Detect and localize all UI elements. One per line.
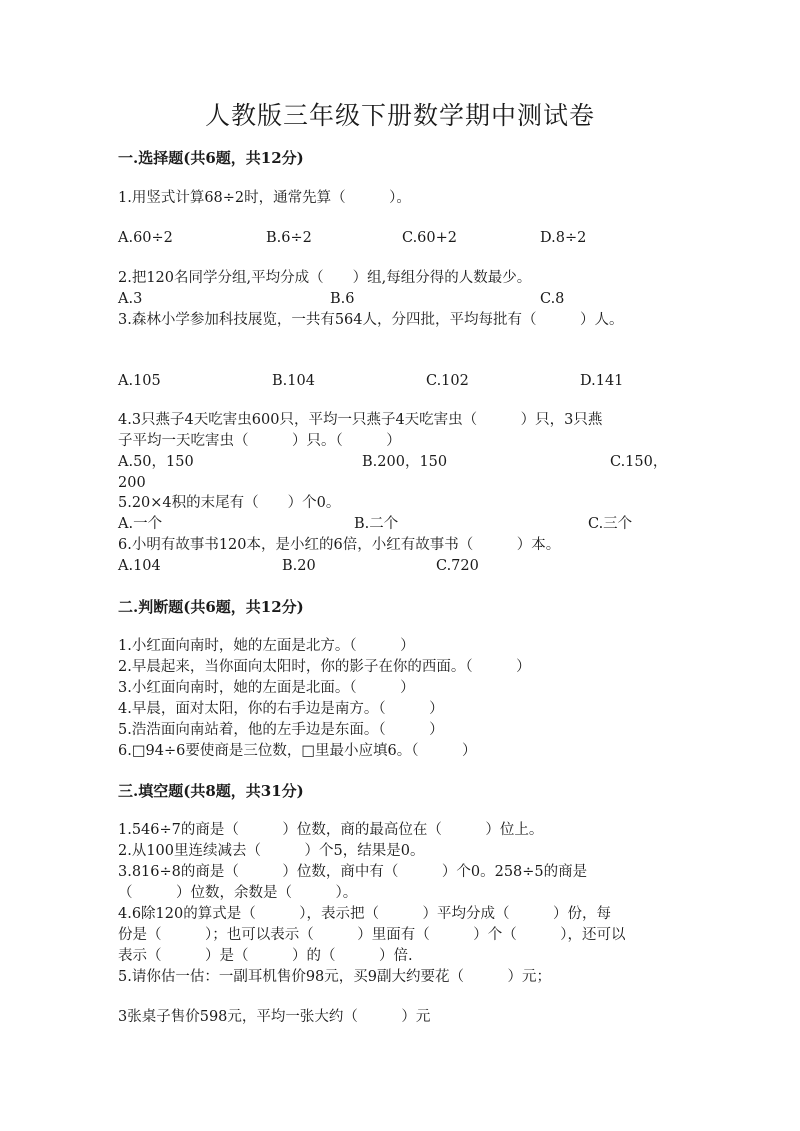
option-a: A.60÷2: [118, 230, 173, 246]
judgment-item: 4.早晨，面对太阳，你的右手边是南方。（ ）: [118, 701, 444, 717]
option-a: A.105: [118, 373, 161, 389]
option-c: C.150，: [610, 454, 668, 470]
fill-item-continued: 3张桌子售价598元，平均一张大约（ ）元: [118, 1009, 431, 1025]
option-b: B.104: [272, 373, 315, 389]
option-a: A.50，150: [118, 454, 194, 470]
option-b: B.二个: [354, 516, 399, 532]
question-stem: 2.把120名同学分组,平均分成（ ）组,每组分得的人数最少。: [118, 270, 532, 286]
section-heading-judgment: 二.判断题(共6题，共12分): [118, 598, 304, 616]
question-stem: 4.3只燕子4天吃害虫600只，平均一只燕子4天吃害虫（ ）只，3只燕: [118, 412, 603, 428]
fill-item: 2.从100里连续减去（ ）个5，结果是0。: [118, 843, 425, 859]
option-b: B.20: [282, 558, 316, 574]
option-b: B.200，150: [362, 454, 448, 470]
judgment-item: 2.早晨起来，当你面向太阳时，你的影子在你的西面。（ ）: [118, 659, 531, 675]
option-c: C.60+2: [402, 230, 458, 246]
option-c-wrap: 200: [118, 475, 146, 491]
option-a: A.一个: [118, 516, 163, 532]
fill-item: 3.816÷8的商是（ ）位数，商中有（ ）个0。258÷5的商是: [118, 864, 588, 880]
page-title: 人教版三年级下册数学期中测试卷: [204, 101, 595, 130]
question-stem: 6.小明有故事书120本，是小红的6倍，小红有故事书（ ）本。: [118, 537, 561, 553]
option-b: B.6÷2: [266, 230, 312, 246]
fill-item: 1.546÷7的商是（ ）位数，商的最高位在（ ）位上。: [118, 822, 544, 838]
option-c: C.8: [540, 291, 565, 307]
option-a: A.104: [118, 558, 161, 574]
question-stem: 1.用竖式计算68÷2时，通常先算（ ）。: [118, 190, 411, 206]
fill-item-continued: （ ）位数，余数是（ ）。: [118, 885, 358, 901]
fill-item: 5.请你估一估：一副耳机售价98元，买9副大约要花（ ）元；: [118, 969, 552, 985]
option-d: D.141: [580, 373, 624, 389]
judgment-item: 6.□94÷6要使商是三位数，□里最小应填6。（ ）: [118, 743, 477, 759]
section-heading-choice: 一.选择题(共6题，共12分): [118, 149, 304, 167]
fill-item-continued: 份是（ ）；也可以表示（ ）里面有（ ）个（ ），还可以: [118, 927, 626, 943]
option-c: C.三个: [588, 516, 633, 532]
fill-item-continued: 表示（ ）是（ ）的（ ）倍.: [118, 948, 413, 964]
question-stem-continued: 子平均一天吃害虫（ ）只。（ ）: [118, 433, 401, 449]
judgment-item: 1.小红面向南时，她的左面是北方。（ ）: [118, 638, 415, 654]
option-d: D.8÷2: [540, 230, 587, 246]
question-stem: 5.20×4积的末尾有（ ）个0。: [118, 495, 341, 511]
option-b: B.6: [330, 291, 355, 307]
section-heading-fill-blank: 三.填空题(共8题，共31分): [118, 782, 304, 800]
option-c: C.720: [436, 558, 479, 574]
fill-item: 4.6除120的算式是（ ），表示把（ ）平均分成（ ）份，每: [118, 906, 611, 922]
option-c: C.102: [426, 373, 469, 389]
judgment-item: 5.浩浩面向南站着，他的左手边是东面。（ ）: [118, 722, 444, 738]
question-stem: 3.森林小学参加科技展览，一共有564人，分四批，平均每批有（ ）人。: [118, 312, 624, 328]
judgment-item: 3.小红面向南时，她的左面是北面。（ ）: [118, 680, 415, 696]
option-a: A.3: [118, 291, 143, 307]
